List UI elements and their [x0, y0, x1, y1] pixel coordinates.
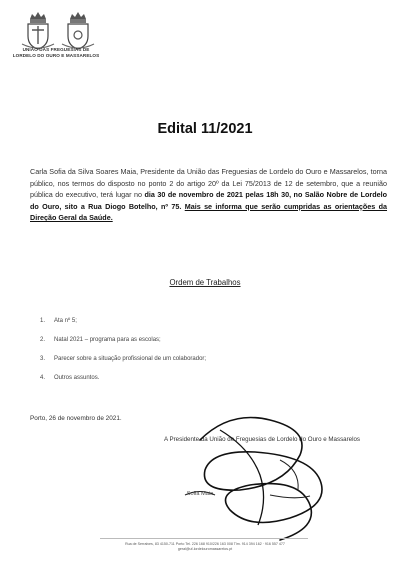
agenda-heading: Ordem de Trabalhos: [169, 278, 241, 287]
agenda-item: [40, 356, 206, 375]
agenda-item: [40, 318, 206, 337]
document-body: [30, 166, 387, 224]
agenda-item: [40, 337, 206, 356]
agenda-item-number: 1.: [40, 318, 46, 324]
place-date: Porto, 26 de novembro de 2021.: [30, 415, 122, 422]
agenda-item-text: Ata nº 5;: [54, 318, 77, 324]
body-dgs-notice: Mais se informa que serão cumpridas as orientações da Direção Geral da Saúde.: [30, 201, 388, 223]
organization-name-line1: UNIÃO DAS FREGUESIAS DE: [22, 47, 90, 52]
footer: [80, 542, 330, 552]
footer-address: Rua de Serralves, 83 4150-711 Porto Tel. 226 168 910/226 163 008 Tlm. 914 394 162 · 916 557 477: [125, 542, 285, 546]
agenda-item-text: Parecer sobre a situação profissional de um colaborador;: [54, 356, 207, 362]
agenda-item-number: 3.: [40, 356, 46, 362]
footer-divider: [100, 538, 308, 539]
footer-email: geral@uf-lordelouromassarelos.pt: [177, 547, 233, 552]
agenda-item-number: 2.: [40, 337, 46, 343]
agenda-list: [40, 318, 206, 394]
signature-name: Sofia Maia: [186, 491, 214, 497]
signature-role: A Presidente da União de Freguesias de Lordelo do Ouro e Massarelos: [163, 436, 361, 443]
agenda-item-text: Outros assuntos.: [54, 375, 100, 381]
coat-of-arms-icon: [22, 12, 54, 49]
body-intro: Carla Sofia da Silva Soares Maia, Presidente da União das Freguesias de Lordelo do Ouro e Massarelos, torna público, nos termos do disposto no ponto 2 do artigo 20º da Lei 75/2013 de 12 de setembro, que a reunião pública do executivo, terá lugar no: [30, 167, 387, 200]
organization-name: [6, 47, 106, 59]
coat-of-arms-icon: [62, 12, 94, 49]
organization-name-line2: LORDELO DO OURO E MASSARELOS: [12, 53, 100, 58]
body-meeting-details: dia 30 de novembro de 2021 pelas 18h 30, no Salão Nobre de Lordelo do Ouro, sito a Rua Diogo Botelho, nº 75.: [30, 190, 387, 211]
agenda-item-number: 4.: [40, 375, 46, 381]
agenda-item: [40, 375, 206, 394]
handwritten-signature: [160, 400, 345, 550]
document-title: Edital 11/2021: [157, 121, 253, 137]
agenda-item-text: Natal 2021 – programa para as escolas;: [54, 337, 161, 343]
header-logos: [18, 6, 98, 50]
